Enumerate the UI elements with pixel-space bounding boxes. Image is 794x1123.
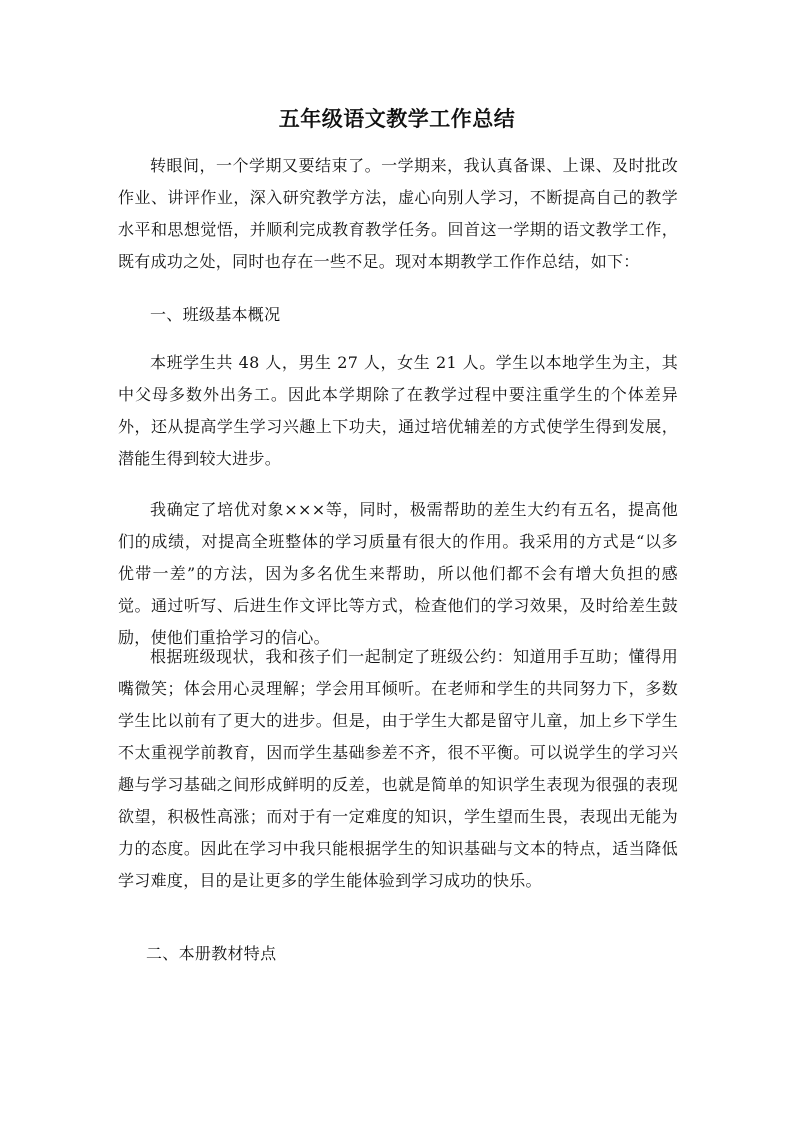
intro-paragraph: 转眼间，一个学期又要结束了。一学期来，我认真备课、上课、及时批改作业、讲评作业，深入研究教学方法，虚心向别人学习，不断提高自己的教学水平和思想觉悟，并顺利完成教育教学任务。回首这一学期的语文教学工作，既有成功之处，同时也存在一些不足。现对本期教学工作作总结，如下：	[118, 156, 678, 271]
class-convention-paragraph: 根据班级现状，我和孩子们一起制定了班级公约：知道用手互助；懂得用嘴微笑；体会用心灵理解；学会用耳倾听。在老师和学生的共同努力下，多数学生比以前有了更大的进步。但是，由于学生大都是留守儿童，加上乡下学生不太重视学前教育，因而学生基础参差不齐，很不平衡。可以说学生的学习兴趣与学习基础之间形成鲜明的反差，也就是简单的知识学生表现为很强的表现欲望，积极性高涨；而对于有一定难度的知识，学生望而生畏，表现出无能为力的态度。因此在学习中我只能根据学生的知识基础与文本的特点，适当降低学习难度，目的是让更多的学生能体验到学习成功的快乐。	[118, 647, 678, 890]
tutoring-paragraph: 我确定了培优对象×××等，同时，极需帮助的差生大约有五名，提高他们的成绩，对提高全班整体的学习质量有很大的作用。我采用的方式是“以多优带一差”的方法，因为多名优生来帮助，所以他们都不会有增大负担的感觉。通过听写、后进生作文评比等方式，检查他们的学习效果，及时给差生鼓励，使他们重拾学习的信心。	[118, 500, 678, 647]
class-statistics-paragraph: 本班学生共 48 人，男生 27 人，女生 21 人。学生以本地学生为主，其中父母多数外出务工。因此本学期除了在教学过程中要注重学生的个体差异外，还从提高学生学习兴趣上下功夫，通过培优辅差的方式使学生得到发展，潜能生得到较大进步。	[118, 353, 678, 468]
section-heading-textbook-features: 二、本册教材特点	[146, 944, 277, 963]
document-title: 五年级语文教学工作总结	[278, 106, 516, 131]
section-heading-class-overview: 一、班级基本概况	[150, 305, 281, 324]
